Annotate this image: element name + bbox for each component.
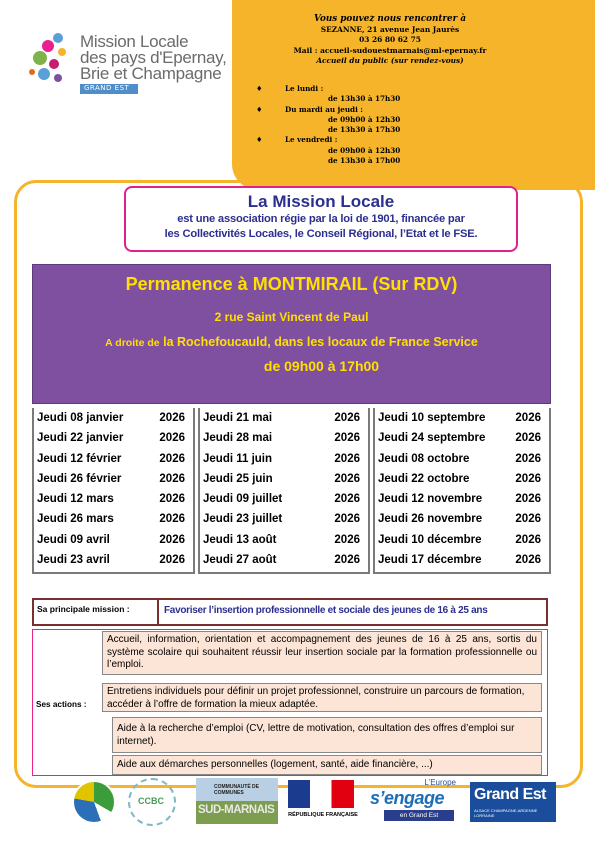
diamond-bullet-icon: ♦ <box>256 135 263 145</box>
hours-row: de 09h00 à 12h30 <box>328 145 401 155</box>
opening-hours <box>256 84 456 166</box>
action-item: Aide aux démarches personnelles (logement, santé, aide financière, ...) <box>112 755 542 775</box>
date-row: Jeudi 11 juin 2026 <box>203 452 360 465</box>
date-row: Jeudi 08 janvier 2026 <box>37 412 185 424</box>
french-flag-icon <box>288 780 354 808</box>
logo-line-2: des pays d'Epernay, <box>80 48 227 67</box>
action-item: Aide à la recherche d’emploi (CV, lettre de motivation, consultation des offres d’emploi sur internet). <box>112 717 542 753</box>
date-row: Jeudi 09 juillet 2026 <box>203 493 360 506</box>
intro-line-2: les Collectivités Locales, le Conseil Régional, l’Etat et le FSE. <box>164 228 478 240</box>
contact-address: SEZANNE, 21 avenue Jean Jaurès <box>320 24 460 34</box>
permanence-address: 2 rue Saint Vincent de Paul <box>214 310 369 324</box>
permanence-box <box>32 264 551 404</box>
date-row: Jeudi 22 janvier 2026 <box>37 432 185 445</box>
hours-row: ♦ Le lundi : <box>256 84 324 93</box>
mission-locale-logo <box>18 28 227 98</box>
diamond-bullet-icon: ♦ <box>256 104 263 114</box>
action-item: Entretiens individuels pour définir un projet professionnel, construire un parcours de formation, accéder à l’offre de formation la mieux adaptée. <box>102 683 542 712</box>
date-row: Jeudi 12 février 2026 <box>37 452 185 465</box>
partner-grand-est-logo: Grand Est ALSACE CHAMPAGNE-ARDENNE LORRAINE <box>470 782 556 822</box>
partner-europe-sengage-logo: L’Europe s’engage en Grand Est <box>370 778 456 819</box>
partner-republique-francaise-logo: RÉPUBLIQUE FRANÇAISE <box>288 778 356 824</box>
date-row: Jeudi 28 mai 2026 <box>203 432 360 445</box>
date-row: Jeudi 12 novembre 2026 <box>378 493 541 506</box>
date-row: Jeudi 27 août 2026 <box>203 554 360 567</box>
partner-logos <box>72 778 562 832</box>
partner-emblem-logo <box>72 780 116 824</box>
hours-row: de 13h30 à 17h30 <box>328 94 401 104</box>
permanence-title: Permanence à MONTMIRAIL (Sur RDV) <box>125 274 458 294</box>
date-row: Jeudi 23 avril 2026 <box>37 554 185 567</box>
mission-text: Favoriser l’insertion professionnelle et sociale des jeunes de 16 à 25 ans <box>157 598 548 626</box>
mission-locale-logo-icon <box>18 28 78 92</box>
contact-phone: 03 26 80 62 75 <box>359 35 421 44</box>
intro-line-1: est une association régie par la loi de 1901, financée par <box>177 213 465 225</box>
permanence-hours: de 09h00 à 17h00 <box>263 358 380 374</box>
diamond-bullet-icon: ♦ <box>256 84 263 93</box>
logo-line-1: Mission Locale <box>80 32 189 51</box>
dates-column-2 <box>198 408 370 574</box>
date-row: Jeudi 12 mars 2026 <box>37 493 185 506</box>
date-row: Jeudi 13 août 2026 <box>203 533 360 546</box>
hours-row: de 13h30 à 17h00 <box>328 156 401 166</box>
date-row: Jeudi 10 décembre 2026 <box>378 533 541 546</box>
action-item: Accueil, information, orientation et accompagnement des jeunes de 16 à 25 ans, sortis du système scolaire qui souhaitent réussir leur insertion sociale par la formation professionnelle ou l’emploi. <box>102 631 542 675</box>
date-row: Jeudi 22 octobre 2026 <box>378 472 541 485</box>
dates-column-1 <box>32 408 195 574</box>
mission-label: Sa principale mission : <box>32 598 160 626</box>
contact-mail[interactable]: Mail : accueil-sudouestmarnais@ml-epernay.fr <box>293 45 487 55</box>
date-row: Jeudi 17 décembre 2026 <box>378 554 541 567</box>
hours-row: de 09h00 à 12h30 <box>328 114 401 124</box>
actions-label: Ses actions : <box>36 700 87 709</box>
partner-ccbc-logo: CCBC <box>126 778 182 826</box>
permanence-location: A droite de la Rochefoucauld, dans les locaux de France Service <box>105 335 478 349</box>
date-row: Jeudi 26 février 2026 <box>37 472 185 485</box>
date-row: Jeudi 26 novembre 2026 <box>378 513 541 526</box>
date-row: Jeudi 21 mai 2026 <box>203 412 360 424</box>
intro-box <box>124 186 518 252</box>
date-row: Jeudi 10 septembre 2026 <box>378 412 541 424</box>
hours-row: de 13h30 à 17h30 <box>328 125 401 135</box>
date-row: Jeudi 25 juin 2026 <box>203 472 360 485</box>
intro-title: La Mission Locale <box>247 192 395 211</box>
date-row: Jeudi 08 octobre 2026 <box>378 452 541 465</box>
region-badge: GRAND EST <box>80 84 138 94</box>
dates-table <box>32 408 551 576</box>
contact-heading: Vous pouvez nous rencontrer à <box>313 14 467 24</box>
date-row: Jeudi 24 septembre 2026 <box>378 432 541 445</box>
date-row: Jeudi 26 mars 2026 <box>37 513 185 526</box>
dates-column-3 <box>373 408 551 574</box>
hours-row: ♦ Le vendredi : <box>256 135 338 145</box>
contact-block <box>240 14 540 67</box>
partner-sud-marnais-logo: COMMUNAUTÉ DE COMMUNES SUD-MARNAIS <box>196 778 278 824</box>
contact-public-note: Accueil du public (sur rendez-vous) <box>316 56 464 65</box>
date-row: Jeudi 23 juillet 2026 <box>203 513 360 526</box>
hours-row: ♦ Du mardi au jeudi : <box>256 104 363 114</box>
date-row: Jeudi 09 avril 2026 <box>37 533 185 546</box>
logo-line-3: Brie et Champagne <box>80 64 222 83</box>
